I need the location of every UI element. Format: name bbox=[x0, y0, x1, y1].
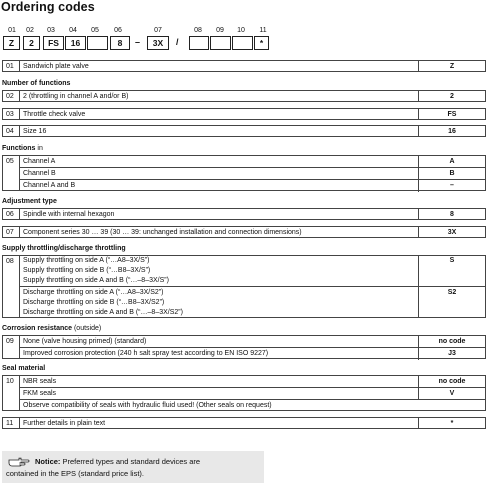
row-number: 04 bbox=[3, 126, 20, 136]
code-cell bbox=[87, 36, 108, 50]
row-description: Spindle with internal hexagon bbox=[23, 211, 115, 218]
code-cell: * bbox=[254, 36, 269, 50]
row-number: 09 bbox=[3, 336, 20, 358]
code-position: 10 bbox=[237, 27, 245, 34]
code-position: 03 bbox=[47, 27, 55, 34]
row-description: Size 16 bbox=[23, 128, 47, 135]
row-number: 07 bbox=[3, 227, 20, 237]
row-code: FS bbox=[418, 109, 485, 119]
code-separator: / bbox=[176, 37, 179, 47]
discharge-option: Discharge throttling on side A (“…A8–3X/S2”) bbox=[23, 289, 164, 296]
heading-bold: Functions bbox=[2, 145, 36, 152]
option-line bbox=[20, 376, 485, 388]
code-position: 02 bbox=[26, 27, 34, 34]
code-position: 07 bbox=[154, 27, 162, 34]
row-description: None (valve housing primed) (standard) bbox=[23, 338, 147, 345]
order-row-08 bbox=[2, 255, 486, 318]
heading-plain: in bbox=[35, 145, 43, 152]
order-row-06 bbox=[2, 208, 486, 220]
row-description: Component series 30 … 39 (30 … 39: unchanged installation and connection dimensions) bbox=[23, 229, 302, 236]
row-description: Improved corrosion protection (240 h salt spray test according to EN ISO 9227) bbox=[23, 350, 269, 357]
code-position: 05 bbox=[91, 27, 99, 34]
row-code: no code bbox=[418, 376, 485, 387]
order-row-07 bbox=[2, 226, 486, 238]
notice-line-2: contained in the EPS (standard price list). bbox=[6, 469, 144, 478]
row-code: B bbox=[418, 168, 485, 179]
option-line bbox=[20, 388, 485, 400]
supply-option: Supply throttling on side A and B (“…–8–3X/S”) bbox=[23, 277, 169, 284]
code-cell bbox=[210, 36, 231, 50]
code-position: 08 bbox=[194, 27, 202, 34]
row-description: NBR seals bbox=[23, 378, 57, 385]
supply-option: Supply throttling on side A (“…A8–3X/S”) bbox=[23, 257, 150, 264]
discharge-option: Discharge throttling on side A and B (“…–8–3X/S2”) bbox=[23, 309, 183, 316]
row-code: – bbox=[418, 180, 485, 192]
row-code: V bbox=[418, 388, 485, 399]
code-cell: 8 bbox=[110, 36, 130, 50]
code-separator: – bbox=[135, 37, 141, 47]
discharge-option: Discharge throttling on side B (“…B8–3X/S2”) bbox=[23, 299, 165, 306]
row-number: 03 bbox=[3, 109, 20, 119]
code-position: 01 bbox=[8, 27, 16, 34]
section-heading: Supply throttling/discharge throttling bbox=[2, 245, 126, 252]
notice-label: Notice: bbox=[35, 457, 61, 466]
code-column bbox=[418, 256, 485, 317]
notice-line-1 bbox=[35, 457, 200, 466]
row-code: * bbox=[418, 418, 485, 428]
row-description: Further details in plain text bbox=[23, 420, 106, 427]
row-description: Channel A and B bbox=[23, 182, 76, 189]
option-line bbox=[20, 348, 485, 360]
option-line bbox=[20, 168, 485, 180]
heading-plain: (outside) bbox=[72, 325, 102, 332]
order-row-04 bbox=[2, 125, 486, 137]
notice-text: Preferred types and standard devices are bbox=[60, 457, 201, 466]
row-description: Channel A bbox=[23, 158, 56, 165]
row-code: S2 bbox=[447, 289, 457, 296]
pointing-hand-icon bbox=[8, 457, 30, 469]
option-line bbox=[20, 156, 485, 168]
row-code: S bbox=[449, 257, 455, 264]
notice-box bbox=[2, 451, 264, 483]
row-code: 3X bbox=[418, 227, 485, 237]
code-cell bbox=[189, 36, 209, 50]
section-heading bbox=[2, 325, 101, 332]
row-code: 16 bbox=[418, 126, 485, 136]
code-position: 06 bbox=[114, 27, 122, 34]
row-code: A bbox=[418, 156, 485, 167]
row-code: Z bbox=[418, 61, 485, 71]
row-description: Sandwich plate valve bbox=[23, 63, 89, 70]
row-code: J3 bbox=[418, 348, 485, 360]
code-cell: FS bbox=[43, 36, 64, 50]
code-cell bbox=[232, 36, 253, 50]
code-position-numbers bbox=[3, 27, 269, 36]
code-cell: 16 bbox=[65, 36, 86, 50]
row-code: 2 bbox=[418, 91, 485, 101]
order-row-02 bbox=[2, 90, 486, 102]
page-title: Ordering codes bbox=[1, 0, 95, 14]
row-code: 8 bbox=[418, 209, 485, 219]
row-description: 2 (throttling in channel A and/or B) bbox=[23, 93, 129, 100]
option-line bbox=[20, 400, 485, 412]
code-cell: Z bbox=[3, 36, 20, 50]
row-description: Throttle check valve bbox=[23, 111, 86, 118]
section-heading: Seal material bbox=[2, 365, 46, 372]
code-position: 09 bbox=[216, 27, 224, 34]
section-heading: Adjustment type bbox=[2, 198, 57, 205]
option-line bbox=[20, 180, 485, 192]
row-code: no code bbox=[418, 336, 485, 347]
code-cell: 3X bbox=[147, 36, 169, 50]
order-row-10 bbox=[2, 375, 486, 411]
option-line bbox=[20, 336, 485, 348]
section-heading bbox=[2, 145, 43, 152]
row-number: 08 bbox=[3, 256, 20, 317]
row-number: 06 bbox=[3, 209, 20, 219]
row-number: 02 bbox=[3, 91, 20, 101]
order-row-01 bbox=[2, 60, 486, 72]
row-number: 01 bbox=[3, 61, 20, 71]
row-number: 10 bbox=[3, 376, 20, 410]
code-position: 04 bbox=[69, 27, 77, 34]
row-description: FKM seals bbox=[23, 390, 57, 397]
section-heading: Number of functions bbox=[2, 80, 71, 87]
code-position: 11 bbox=[259, 27, 267, 34]
row-number: 11 bbox=[3, 418, 20, 428]
divider bbox=[20, 286, 485, 287]
heading-bold: Corrosion resistance bbox=[2, 325, 73, 332]
row-number: 05 bbox=[3, 156, 20, 190]
row-description: Channel B bbox=[23, 170, 56, 177]
order-row-05 bbox=[2, 155, 486, 191]
code-strip bbox=[3, 36, 269, 50]
code-cell: 2 bbox=[23, 36, 40, 50]
order-row-03 bbox=[2, 108, 486, 120]
supply-option: Supply throttling on side B (“…B8–3X/S”) bbox=[23, 267, 151, 274]
order-row-09 bbox=[2, 335, 486, 359]
seal-note: Observe compatibility of seals with hydraulic fluid used! (Other seals on request) bbox=[23, 402, 272, 409]
order-row-11 bbox=[2, 417, 486, 429]
